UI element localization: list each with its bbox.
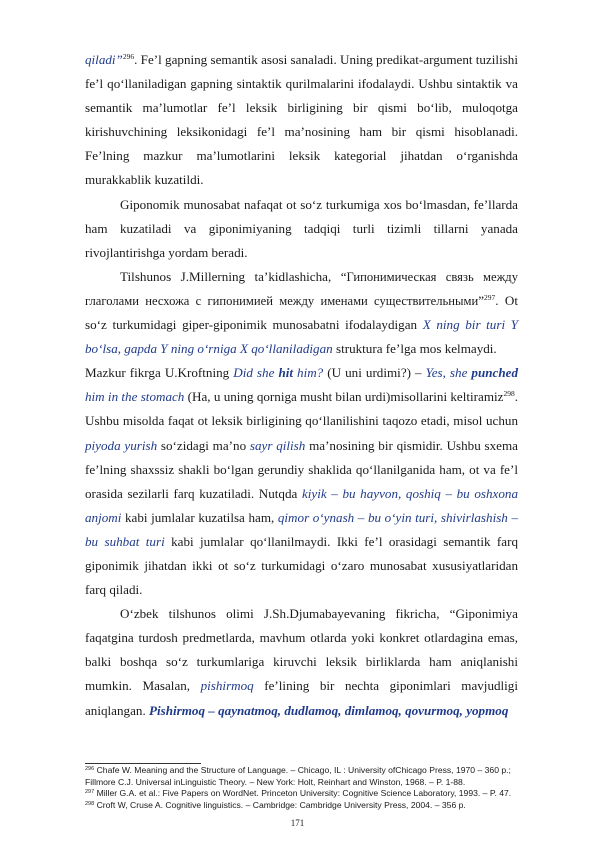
russian-quote: Гипонимическая связь между глаголами несхожа с гипонимией между именами существительными (85, 269, 519, 308)
paragraph-text: kabi jumlalar qo‘llanilmaydi. Ikki fe’l orasidagi semantik farq giponimik jihatdan ikki ot so‘z turkumidagi o‘zaro munosabat xususiyatlaridan farq qiladi. (85, 533, 518, 598)
bold-italic-word: hit (278, 365, 293, 381)
paragraph-3 (85, 265, 518, 361)
footnotes (85, 765, 525, 811)
footnote-ref-296[interactable]: 296 (122, 52, 135, 61)
italic-example: him in the stomach (85, 389, 185, 405)
bold-italic-word: punched (471, 365, 518, 381)
paragraph-text: kabi jumlalar kuzatilsa ham, (121, 509, 278, 525)
paragraph-text: Giponomik munosabat nafaqat ot so‘z turkumiga xos bo‘lmasdan, fe’llarda ham kuzatiladi va giponimiyaning tadqiqi turli tizimli tillarni yanada rivojlantirishga yordam beradi. (85, 196, 518, 260)
footnote-ref-297[interactable]: 297 (484, 292, 496, 302)
italic-example: Did she (233, 365, 279, 381)
italic-example: pishirmoq (200, 678, 254, 694)
paragraph-text: . Fe’l gapning semantik asosi sanaladi. Uning predikat-argument tuzilishi fe’l qo‘llaniladigan gapning sintaktik qurilmalarini ifodalaydi. Ushbu sintaktik va semantik ma’lumotlar fe’l leksik birligining bir qismi bo‘lib, muloqotga kirishuvchining leksikonidagi fe’l ma’nosining ham bir qismi hisoblanadi. Fe’lning mazkur ma’lumotlarini leksik kategorial jihatdan o‘rganishda murakkablik kuzatildi. (85, 52, 518, 188)
paragraph-5 (85, 602, 518, 722)
footnote-text: Chafe W. Meaning and the Structure of Language. – Chicago, IL : University ofChicago Press, 1970 – 360 p.; Fillmore C.J. Universal inLinguistic Theory. – New York: Holt, Reinhart and Winston, 1968. – P. 1-88. (85, 765, 511, 787)
footnote-number: 296 (85, 766, 95, 772)
footnote-297 (85, 788, 525, 800)
paragraph-text: Tilshunos J.Millerning ta’kidlashicha, “ (120, 268, 347, 284)
footnote-296 (85, 765, 525, 788)
italic-example: sayr qilish (249, 437, 306, 453)
footnote-divider (85, 763, 201, 764)
footnote-number: 298 (85, 800, 95, 807)
paragraph-1 (85, 48, 518, 193)
italic-quote-end: qiladi” (85, 52, 123, 67)
paragraph-text: so‘zidagi ma’no (157, 437, 250, 453)
paragraph-text: struktura fe’lga mos kelmaydi. (332, 341, 497, 357)
paragraph-text: Mazkur fikrga U.Kroftning (85, 365, 234, 381)
paragraph-text: ma’nosining bir qismidir. Ushbu sxema fe’lning shaxssiz shakli bo‘lgan gerundiy shaklida qo‘llanilganida ham, ot va fe’l orasida sezilarli farq kuzatiladi. Nutqda (85, 437, 518, 501)
italic-example: piyoda yurish (85, 437, 158, 453)
paragraph-text: O‘zbek tilshunos olimi J.Sh.Djumabayevaning fikricha, “Giponimiya faqatgina turdosh predmetlarda, mavhum otlarda yoki konkret otlardagina emas, balki boshqa so‘z turkumlariga kiruvchi leksik birliklarda ham aniqlanishi mumkin. Masalan, (85, 606, 518, 694)
footnote-ref-298[interactable]: 298 (503, 389, 515, 399)
document-body (85, 48, 518, 723)
paragraph-text: . Ushbu misolda faqat ot leksik birligining qo‘llanilishini taqozo etadi, misol uchun (85, 389, 518, 429)
italic-example: Yes, she (425, 365, 472, 381)
page-number: 171 (290, 818, 305, 828)
footnote-text: Miller G.A. et al.: Five Papers on WordNet. Princeton University: Cognitive Science Laboratory, 1993. – P. 47. (96, 788, 512, 798)
footnote-number: 297 (85, 789, 95, 795)
paragraph-text: fe’lining bir nechta giponimlari mavjudligi aniqlangan. (85, 678, 518, 718)
paragraph-text: (U uni urdimi?) – (323, 365, 426, 381)
paragraph-text: . Ot so‘z turkumidagi giper-giponimik munosabatni ifodalaydigan (85, 292, 519, 333)
italic-example: qimor o‘ynash – bu o‘yin turi, shivirlashish – bu suhbat turi (85, 509, 518, 549)
paragraph-text: (Ha, u uning qorniga musht bilan urdi)misollarini keltiramiz (184, 389, 504, 405)
footnote-text: Croft W, Cruse A. Cognitive linguistics. – Cambridge: Cambridge University Press, 2004. – 356 p. (96, 799, 466, 810)
paragraph-2 (85, 193, 518, 265)
italic-example: X ning bir turi Y bo‘lsa, gapda Y ning o‘rniga X qo‘llaniladigan (85, 317, 518, 357)
paragraph-4 (85, 361, 518, 602)
italic-example: him? (293, 365, 324, 381)
bold-italic-example: Pishirmoq – qaynatmoq, dudlamoq, dimlamoq, qovurmoq, yopmoq (149, 702, 509, 718)
paragraph-text: ” (478, 292, 484, 308)
italic-example: kiyik – bu hayvon, qoshiq – bu oshxona anjomi (85, 485, 518, 525)
footnote-298 (85, 800, 525, 812)
